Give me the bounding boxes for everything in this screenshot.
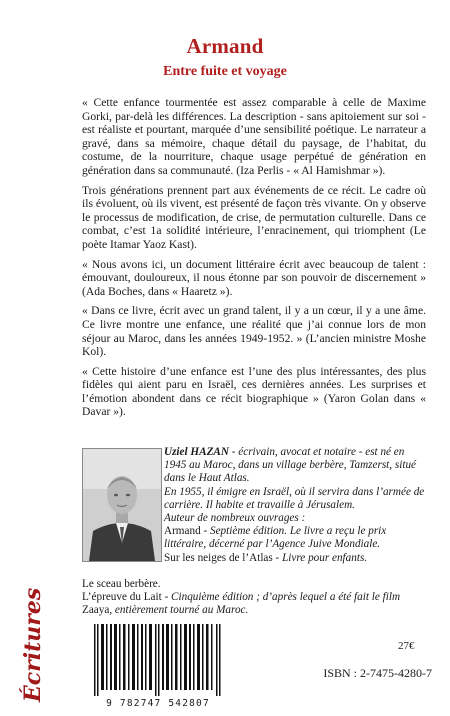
blurb-paragraph: « Cette histoire d’une enfance est l’une des plus intéressantes, des plus fidèles qui aient paru en Israël, ces dernières années. Les surprises et l’émotion abondent dans ce récit biographique » (Yaron Golan dans « Davar »).: [82, 364, 426, 419]
blurb-paragraph: « Dans ce livre, écrit avec un grand talent, il y a un cœur, il y a une âme. Ce livre montre une enfance, une réalité que j’ai connue lors de mon séjour au Maroc, dans les années 1949-1952. » (L’ancien ministre Moshe Kol).: [82, 304, 426, 359]
author-portrait-icon: [83, 449, 161, 561]
blurb-paragraph: Trois générations prennent part aux événements de ce récit. Le cadre où ils évoluent, où ils vivent, est présenté de façon très vivante. On y observe le processus de modification, de crise, de permutation culturelle. Dans ce combat, c’est 1a solidité intérieure, l’enracinement, qui triomphent (Le poète Itamar Yaoz Kast).: [82, 183, 426, 251]
work-note: - Cinquième édition ; d’après lequel a été fait le film: [161, 591, 401, 604]
author-name: Uziel HAZAN: [164, 446, 229, 458]
author-bio-line: En 1955, il émigre en Israël, où il servira dans l’armée de carrière. Il habite et travaille à Jérusalem.: [164, 485, 425, 511]
work-note: - Livre pour enfants.: [272, 551, 368, 564]
author-works-continued: [82, 578, 426, 618]
barcode-icon: [92, 624, 224, 696]
author-bio: [164, 446, 426, 565]
film-title: Zaaya: [82, 604, 110, 617]
publisher-name: Écritures: [20, 587, 46, 702]
work-title: Le sceau berbère.: [82, 578, 161, 590]
blurb-paragraph: « Nous avons ici, un document littéraire écrit avec beaucoup de talent : émouvant, douloureux, il nous étonne par son pouvoir de discernement » (Ada Boches, dans « Haaretz »).: [82, 257, 426, 298]
work-title: L’épreuve du Lait: [82, 591, 162, 604]
work-title: Sur les neiges de l’Atlas: [164, 551, 273, 564]
barcode-digits: 9 782747 542807: [106, 698, 210, 709]
isbn: ISBN : 2-7475-4280-7: [323, 666, 432, 680]
author-intro: - écrivain, avocat et notaire - est né en 1945 au Maroc, dans un village berbère, Tamzerst, situé dans le Haut Atlas.: [164, 446, 417, 485]
author-photo: [82, 448, 162, 562]
book-subtitle: Entre fuite et voyage: [163, 64, 287, 79]
publisher-logo: [12, 560, 56, 710]
book-title: Armand: [186, 34, 264, 58]
price: 27€: [398, 640, 415, 652]
work-title: Armand: [164, 525, 201, 538]
work-note: - Septième édition. Le livre a reçu le prix littéraire, décerné par l’Agence Juive Mondiale.: [164, 525, 387, 551]
blurb-paragraph: « Cette enfance tourmentée est assez comparable à celle de Maxime Gorki, par-delà les différences. La description - sans apitoiement sur soi - est réaliste et pourtant, marquée d’une sensibilité poétique. Le narrateur a gravé, dans sa mémoire, chaque détail du paysage, de l’habitat, du costume, de la nourriture, chaque usage perpétué de génération en génération dans sa communauté. (Iza Perlis - « Al Hamishmar »).: [82, 96, 426, 177]
blurb-text: [82, 96, 426, 425]
works-heading: Auteur de nombreux ouvrages :: [164, 512, 306, 525]
work-note: , entièrement tourné au Maroc.: [109, 604, 249, 617]
